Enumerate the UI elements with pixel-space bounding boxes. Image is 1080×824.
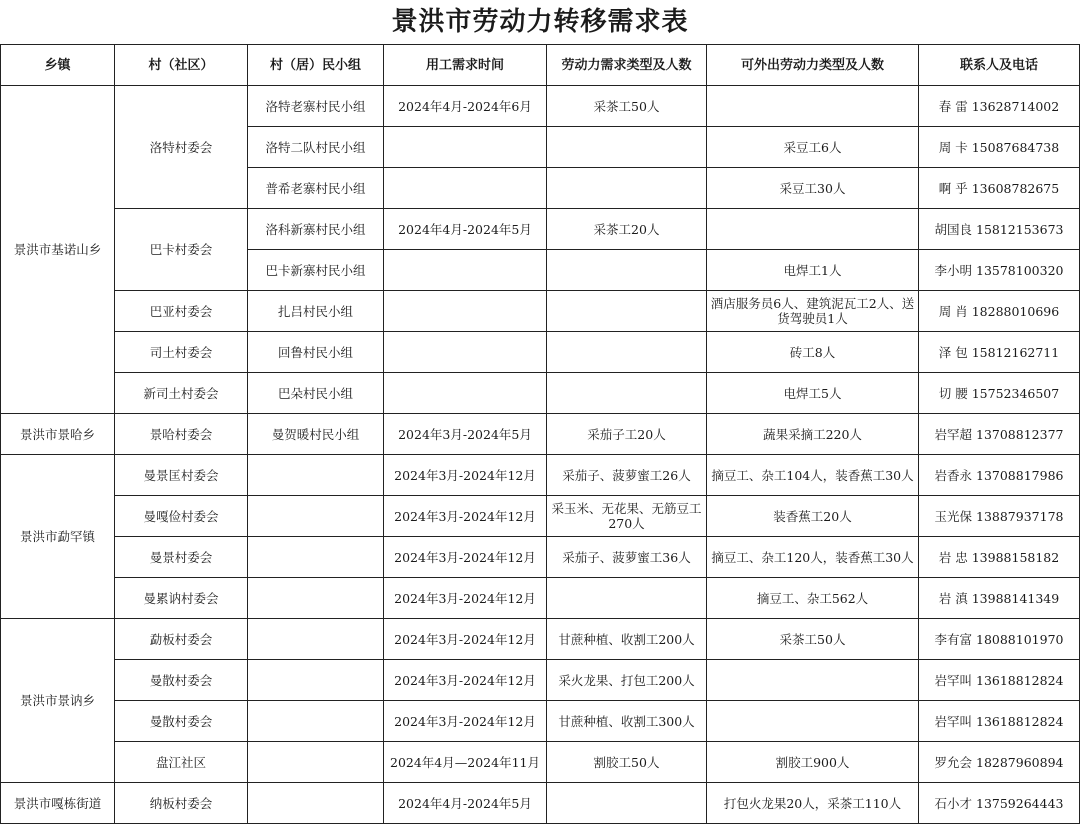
cell-time: 2024年3月-2024年12月 bbox=[384, 537, 547, 578]
table-row bbox=[1, 414, 1080, 455]
cell-time: 2024年4月-2024年6月 bbox=[384, 86, 547, 127]
cell-contact: 周 卡 15087684738 bbox=[919, 127, 1080, 168]
cell-contact: 李小明 13578100320 bbox=[919, 250, 1080, 291]
cell-demand bbox=[547, 332, 707, 373]
cell-supply: 采茶工50人 bbox=[707, 619, 919, 660]
cell-demand bbox=[547, 373, 707, 414]
cell-time bbox=[384, 373, 547, 414]
header-time: 用工需求时间 bbox=[384, 45, 547, 86]
cell-contact: 泽 包 15812162711 bbox=[919, 332, 1080, 373]
cell-time: 2024年3月-2024年12月 bbox=[384, 578, 547, 619]
cell-contact: 切 腰 15752346507 bbox=[919, 373, 1080, 414]
cell-supply: 摘豆工、杂工104人，装香蕉工30人 bbox=[707, 455, 919, 496]
cell-contact: 石小才 13759264443 bbox=[919, 783, 1080, 824]
table-row bbox=[1, 537, 1080, 578]
cell-group bbox=[248, 742, 384, 783]
cell-demand: 采火龙果、打包工200人 bbox=[547, 660, 707, 701]
cell-time bbox=[384, 127, 547, 168]
cell-group bbox=[248, 455, 384, 496]
cell-contact: 胡国良 15812153673 bbox=[919, 209, 1080, 250]
header-group: 村（居）民小组 bbox=[248, 45, 384, 86]
cell-time: 2024年4月-2024年5月 bbox=[384, 209, 547, 250]
cell-demand bbox=[547, 168, 707, 209]
cell-group: 洛特老寨村民小组 bbox=[248, 86, 384, 127]
cell-demand: 采茶工50人 bbox=[547, 86, 707, 127]
cell-village: 新司土村委会 bbox=[115, 373, 248, 414]
table-row bbox=[1, 373, 1080, 414]
cell-supply: 割胶工900人 bbox=[707, 742, 919, 783]
cell-supply bbox=[707, 701, 919, 742]
cell-group bbox=[248, 537, 384, 578]
table-row bbox=[1, 455, 1080, 496]
cell-time: 2024年4月—2024年11月 bbox=[384, 742, 547, 783]
cell-time: 2024年3月-2024年12月 bbox=[384, 660, 547, 701]
cell-contact: 春 雷 13628714002 bbox=[919, 86, 1080, 127]
cell-supply: 装香蕉工20人 bbox=[707, 496, 919, 537]
cell-village: 曼景匡村委会 bbox=[115, 455, 248, 496]
header-contact: 联系人及电话 bbox=[919, 45, 1080, 86]
cell-group bbox=[248, 619, 384, 660]
cell-demand bbox=[547, 578, 707, 619]
cell-contact: 岩 滇 13988141349 bbox=[919, 578, 1080, 619]
cell-contact: 李有富 18088101970 bbox=[919, 619, 1080, 660]
cell-village: 司土村委会 bbox=[115, 332, 248, 373]
cell-group bbox=[248, 701, 384, 742]
cell-time: 2024年4月-2024年5月 bbox=[384, 783, 547, 824]
cell-village: 曼散村委会 bbox=[115, 660, 248, 701]
cell-supply: 酒店服务员6人、建筑泥瓦工2人、送货驾驶员1人 bbox=[707, 291, 919, 332]
cell-time bbox=[384, 332, 547, 373]
cell-village: 勐板村委会 bbox=[115, 619, 248, 660]
cell-contact: 岩罕叫 13618812824 bbox=[919, 660, 1080, 701]
cell-town: 景洪市嘎栋街道 bbox=[1, 783, 115, 824]
cell-town: 景洪市勐罕镇 bbox=[1, 455, 115, 619]
cell-supply: 摘豆工、杂工562人 bbox=[707, 578, 919, 619]
header-village: 村（社区） bbox=[115, 45, 248, 86]
header-row bbox=[1, 45, 1080, 86]
cell-group bbox=[248, 496, 384, 537]
cell-village: 纳板村委会 bbox=[115, 783, 248, 824]
cell-contact: 岩罕超 13708812377 bbox=[919, 414, 1080, 455]
cell-group: 洛特二队村民小组 bbox=[248, 127, 384, 168]
cell-supply bbox=[707, 660, 919, 701]
cell-supply: 电焊工1人 bbox=[707, 250, 919, 291]
cell-demand: 采茄子、菠萝蜜工26人 bbox=[547, 455, 707, 496]
cell-group: 巴卡新寨村民小组 bbox=[248, 250, 384, 291]
cell-group bbox=[248, 783, 384, 824]
table-row bbox=[1, 86, 1080, 127]
cell-supply: 砖工8人 bbox=[707, 332, 919, 373]
cell-supply: 蔬果采摘工220人 bbox=[707, 414, 919, 455]
cell-time bbox=[384, 291, 547, 332]
header-demand: 劳动力需求类型及人数 bbox=[547, 45, 707, 86]
cell-group: 扎吕村民小组 bbox=[248, 291, 384, 332]
cell-village: 曼景村委会 bbox=[115, 537, 248, 578]
cell-village: 景哈村委会 bbox=[115, 414, 248, 455]
cell-demand bbox=[547, 127, 707, 168]
cell-village: 曼嘎俭村委会 bbox=[115, 496, 248, 537]
cell-demand: 甘蔗种植、收割工200人 bbox=[547, 619, 707, 660]
cell-contact: 岩香永 13708817986 bbox=[919, 455, 1080, 496]
cell-town: 景洪市景讷乡 bbox=[1, 619, 115, 783]
cell-demand: 采茶工20人 bbox=[547, 209, 707, 250]
cell-village: 巴亚村委会 bbox=[115, 291, 248, 332]
cell-group bbox=[248, 660, 384, 701]
table-row bbox=[1, 332, 1080, 373]
page-title: 景洪市劳动力转移需求表 bbox=[391, 7, 689, 37]
cell-village: 巴卡村委会 bbox=[115, 209, 248, 291]
cell-contact: 岩 忠 13988158182 bbox=[919, 537, 1080, 578]
cell-village: 盘江社区 bbox=[115, 742, 248, 783]
cell-contact: 啊 乎 13608782675 bbox=[919, 168, 1080, 209]
table-row bbox=[1, 619, 1080, 660]
cell-contact: 岩罕叫 13618812824 bbox=[919, 701, 1080, 742]
cell-supply: 电焊工5人 bbox=[707, 373, 919, 414]
cell-village: 曼累讷村委会 bbox=[115, 578, 248, 619]
cell-group: 巴朵村民小组 bbox=[248, 373, 384, 414]
cell-supply bbox=[707, 209, 919, 250]
cell-demand: 采茄子工20人 bbox=[547, 414, 707, 455]
cell-time: 2024年3月-2024年12月 bbox=[384, 701, 547, 742]
cell-supply: 采豆工30人 bbox=[707, 168, 919, 209]
table-body bbox=[1, 86, 1080, 824]
cell-supply bbox=[707, 86, 919, 127]
table-row bbox=[1, 701, 1080, 742]
cell-village: 洛特村委会 bbox=[115, 86, 248, 209]
table-row bbox=[1, 660, 1080, 701]
cell-time: 2024年3月-2024年12月 bbox=[384, 619, 547, 660]
cell-demand: 甘蔗种植、收割工300人 bbox=[547, 701, 707, 742]
cell-time: 2024年3月-2024年5月 bbox=[384, 414, 547, 455]
labor-demand-table bbox=[0, 44, 1080, 824]
cell-demand: 割胶工50人 bbox=[547, 742, 707, 783]
table-row bbox=[1, 742, 1080, 783]
cell-contact: 周 肖 18288010696 bbox=[919, 291, 1080, 332]
cell-contact: 罗允会 18287960894 bbox=[919, 742, 1080, 783]
cell-group: 洛科新寨村民小组 bbox=[248, 209, 384, 250]
cell-supply: 采豆工6人 bbox=[707, 127, 919, 168]
cell-time bbox=[384, 250, 547, 291]
cell-demand bbox=[547, 783, 707, 824]
cell-time: 2024年3月-2024年12月 bbox=[384, 496, 547, 537]
cell-town: 景洪市景哈乡 bbox=[1, 414, 115, 455]
cell-village: 曼散村委会 bbox=[115, 701, 248, 742]
cell-group: 普希老寨村民小组 bbox=[248, 168, 384, 209]
cell-group: 回鲁村民小组 bbox=[248, 332, 384, 373]
cell-supply: 打包火龙果20人，采茶工110人 bbox=[707, 783, 919, 824]
cell-supply: 摘豆工、杂工120人，装香蕉工30人 bbox=[707, 537, 919, 578]
cell-demand: 采茄子、菠萝蜜工36人 bbox=[547, 537, 707, 578]
cell-demand: 采玉米、无花果、无筋豆工270人 bbox=[547, 496, 707, 537]
table-row bbox=[1, 496, 1080, 537]
cell-contact: 玉光保 13887937178 bbox=[919, 496, 1080, 537]
cell-group: 曼贺暖村民小组 bbox=[248, 414, 384, 455]
header-town: 乡镇 bbox=[1, 45, 115, 86]
table-row bbox=[1, 209, 1080, 250]
table-row bbox=[1, 578, 1080, 619]
cell-group bbox=[248, 578, 384, 619]
table-row bbox=[1, 783, 1080, 824]
cell-demand bbox=[547, 250, 707, 291]
header-supply: 可外出劳动力类型及人数 bbox=[707, 45, 919, 86]
cell-time: 2024年3月-2024年12月 bbox=[384, 455, 547, 496]
cell-town: 景洪市基诺山乡 bbox=[1, 86, 115, 414]
cell-time bbox=[384, 168, 547, 209]
table-row bbox=[1, 291, 1080, 332]
cell-demand bbox=[547, 291, 707, 332]
